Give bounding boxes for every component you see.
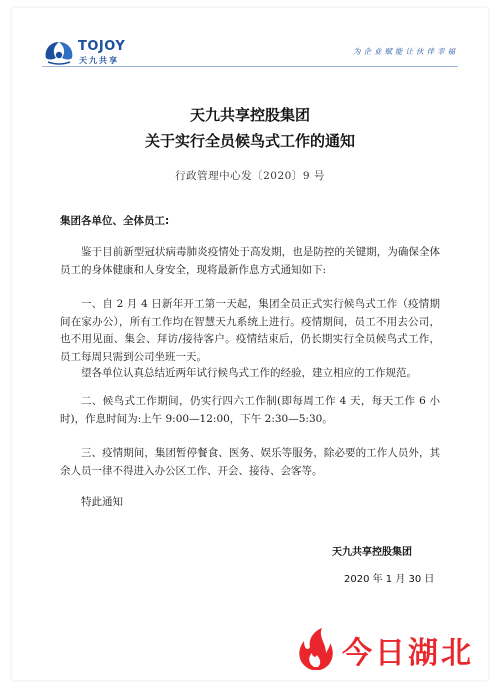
closing-remark: 特此通知	[81, 496, 123, 508]
document-number: 行政管理中心发〔2020〕9 号	[175, 170, 325, 182]
logo-chinese-name: 天九共享	[79, 56, 119, 65]
paragraph-item-3: 三、疫情期间，集团暂停餐食、医务、娱乐等服务，除必要的工作人员外，其余人员一律不得进入办公区工作、开会、接待、会客等。	[60, 447, 440, 477]
document-title-subject: 关于实行全员候鸟式工作的通知	[144, 132, 355, 150]
salutation: 集团各单位、全体员工:	[60, 215, 170, 227]
document-page	[12, 8, 488, 680]
letterhead	[12, 8, 488, 70]
logo-wordmark: TOJOY	[78, 39, 126, 54]
paragraph-intro: 鉴于目前新型冠状病毒肺炎疫情处于高发期，也是防控的关键期，为确保全体员工的身体健康和人身安全，现将最新作息方式通知如下:	[60, 246, 440, 276]
paragraph-item-1: 一、自 2 月 4 日新年开工第一天起，集团全员正式实行候鸟式工作（疫情期间在家办公），所有工作均在智慧天九系统上进行。疫情期间，员工不用去公司，也不用见面、集会、拜访/接待客户。疫情结束后，仍长期实行全员候鸟式工作，员工每周只需到公司坐班一天。	[60, 298, 440, 363]
watermark-text: 今日湖北	[342, 636, 474, 671]
watermark-logo	[290, 625, 490, 675]
flame-icon	[299, 628, 332, 670]
header-divider	[42, 66, 458, 67]
company-logo	[42, 38, 152, 66]
paragraph-item-2: 二、候鸟式工作期间，仍实行四六工作制(即每周工作 4 天，每天工作 6 小时)，作息时间为:上午 9:00—12:00，下午 2:30—5:30。	[60, 395, 440, 425]
tojoy-logo-icon	[42, 38, 76, 66]
paragraph-guideline: 望各单位认真总结近两年试行候鸟式工作的经验，建立相应的工作规范。	[81, 367, 417, 379]
document-title-company: 天九共享控股集团	[189, 106, 310, 124]
company-slogan: 为企业赋能让伙伴幸福	[353, 47, 458, 56]
signer-name: 天九共享控股集团	[332, 547, 412, 558]
document-date: 2020 年 1 月 30 日	[344, 574, 435, 585]
